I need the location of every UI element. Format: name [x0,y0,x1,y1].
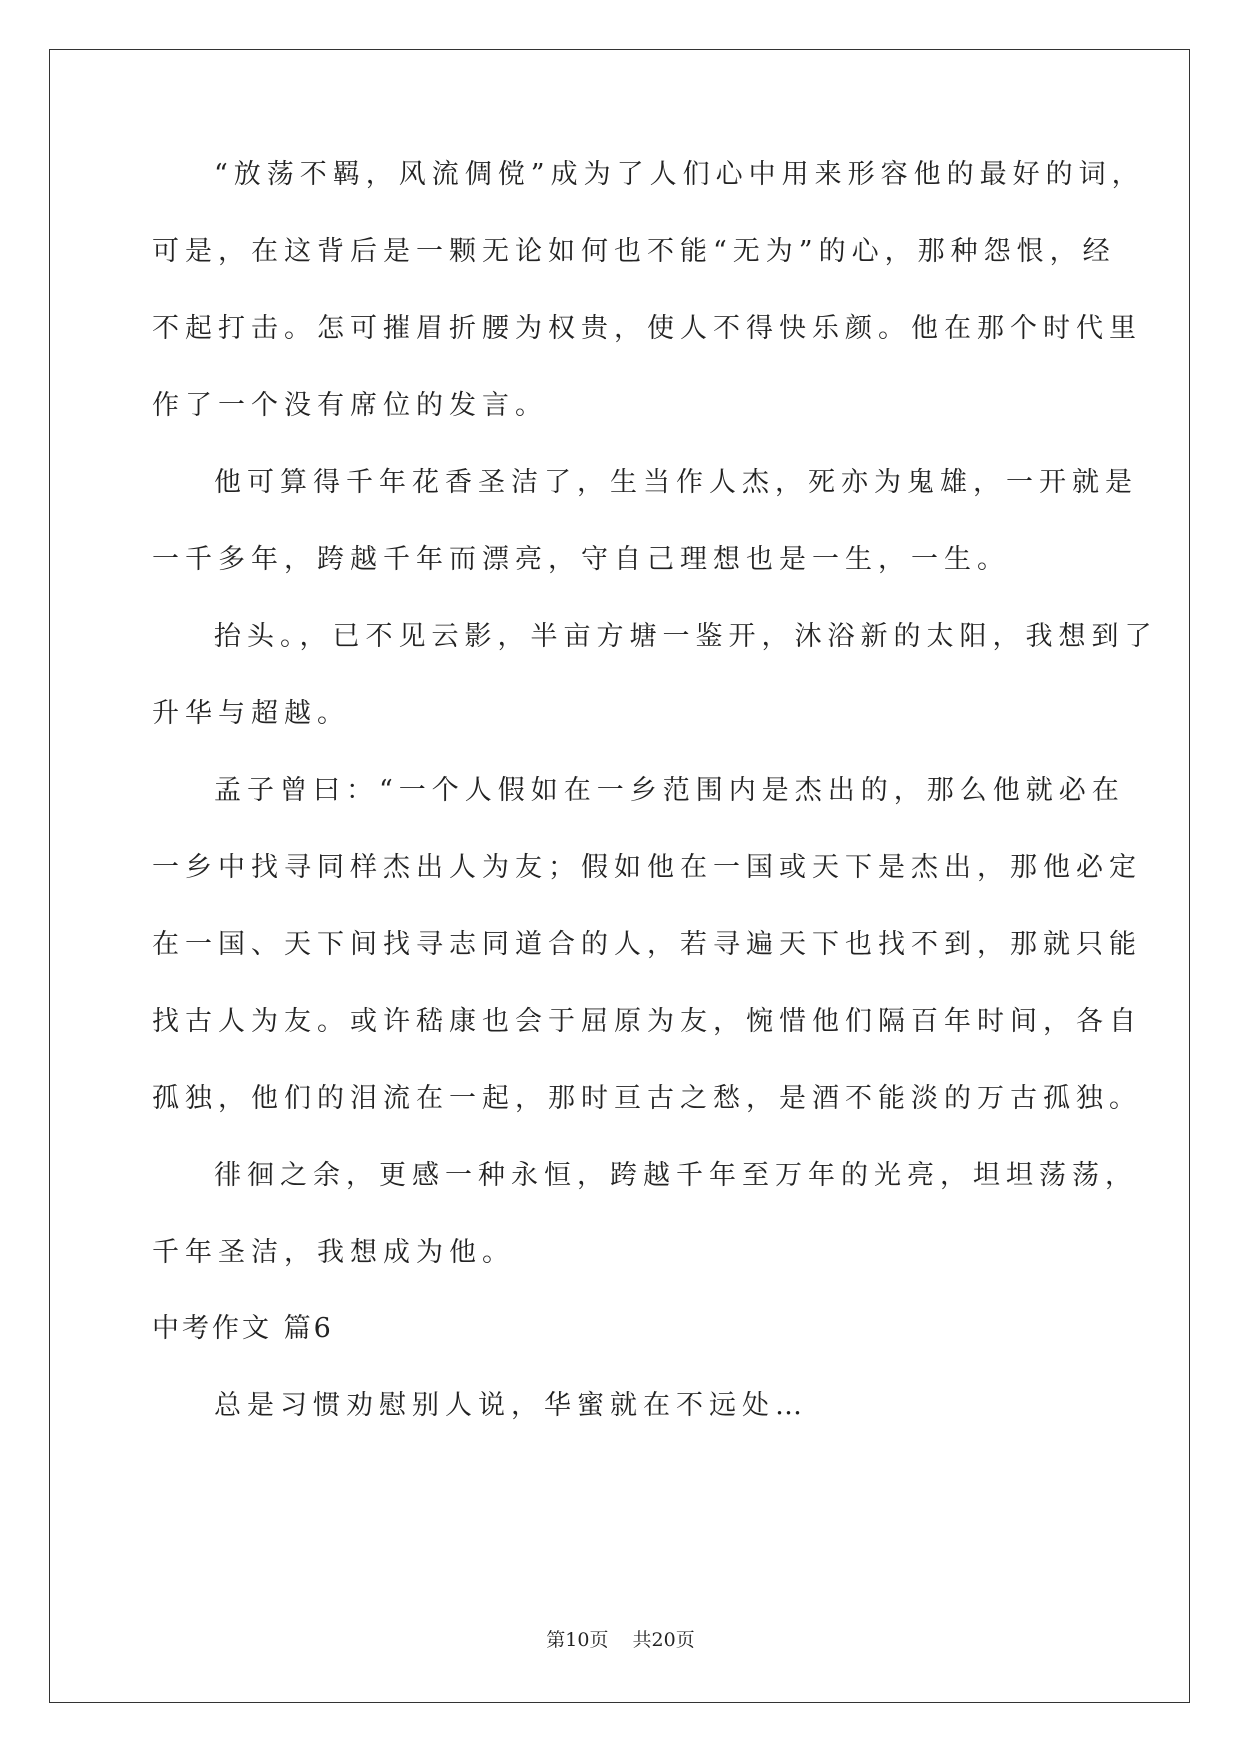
paragraph-line: 千年圣洁，我想成为他。 [152,1237,515,1268]
section-heading: 中考作文 篇6 [152,1313,334,1344]
paragraph-line: 总是习惯劝慰别人说，华蜜就在不远处… [214,1390,808,1421]
paragraph-line: 一乡中找寻同样杰出人为友；假如他在一国或天下是杰出，那他必定 [152,852,1142,883]
page-number: 第10页 [546,1629,609,1651]
paragraph-line: 在一国、天下间找寻志同道合的人，若寻遍天下也找不到，那就只能 [152,929,1142,960]
paragraph-line: 孤独，他们的泪流在一起，那时亘古之愁，是酒不能淡的万古孤独。 [152,1083,1142,1114]
paragraph-line: 升华与超越。 [152,698,350,729]
paragraph-line: 不起打击。怎可摧眉折腰为权贵，使人不得快乐颜。他在那个时代里 [152,313,1142,344]
paragraph-line: 可是，在这背后是一颗无论如何也不能“无为”的心，那种怨恨，经 [152,236,1116,267]
paragraph-line: 他可算得千年花香圣洁了，生当作人杰，死亦为鬼雄，一开就是 [214,467,1138,498]
paragraph-line: “放荡不羁，风流倜傥”成为了人们心中用来形容他的最好的词， [214,159,1145,190]
paragraph-line: 徘徊之余，更感一种永恒，跨越千年至万年的光亮，坦坦荡荡， [214,1160,1138,1191]
paragraph-line: 孟子曾曰：“一个人假如在一乡范围内是杰出的，那么他就必在 [214,775,1125,806]
page-total: 共20页 [632,1629,695,1651]
paragraph-line: 抬头。，已不见云影，半亩方塘一鉴开，沐浴新的太阳，我想到了 [214,621,1158,652]
paragraph-line: 找古人为友。或许嵇康也会于屈原为友，惋惜他们隔百年时间，各自 [152,1006,1142,1037]
page-footer [0,1625,1241,1652]
paragraph-line: 作了一个没有席位的发言。 [152,390,548,421]
paragraph-line: 一千多年，跨越千年而漂亮，守自己理想也是一生，一生。 [152,544,1010,575]
